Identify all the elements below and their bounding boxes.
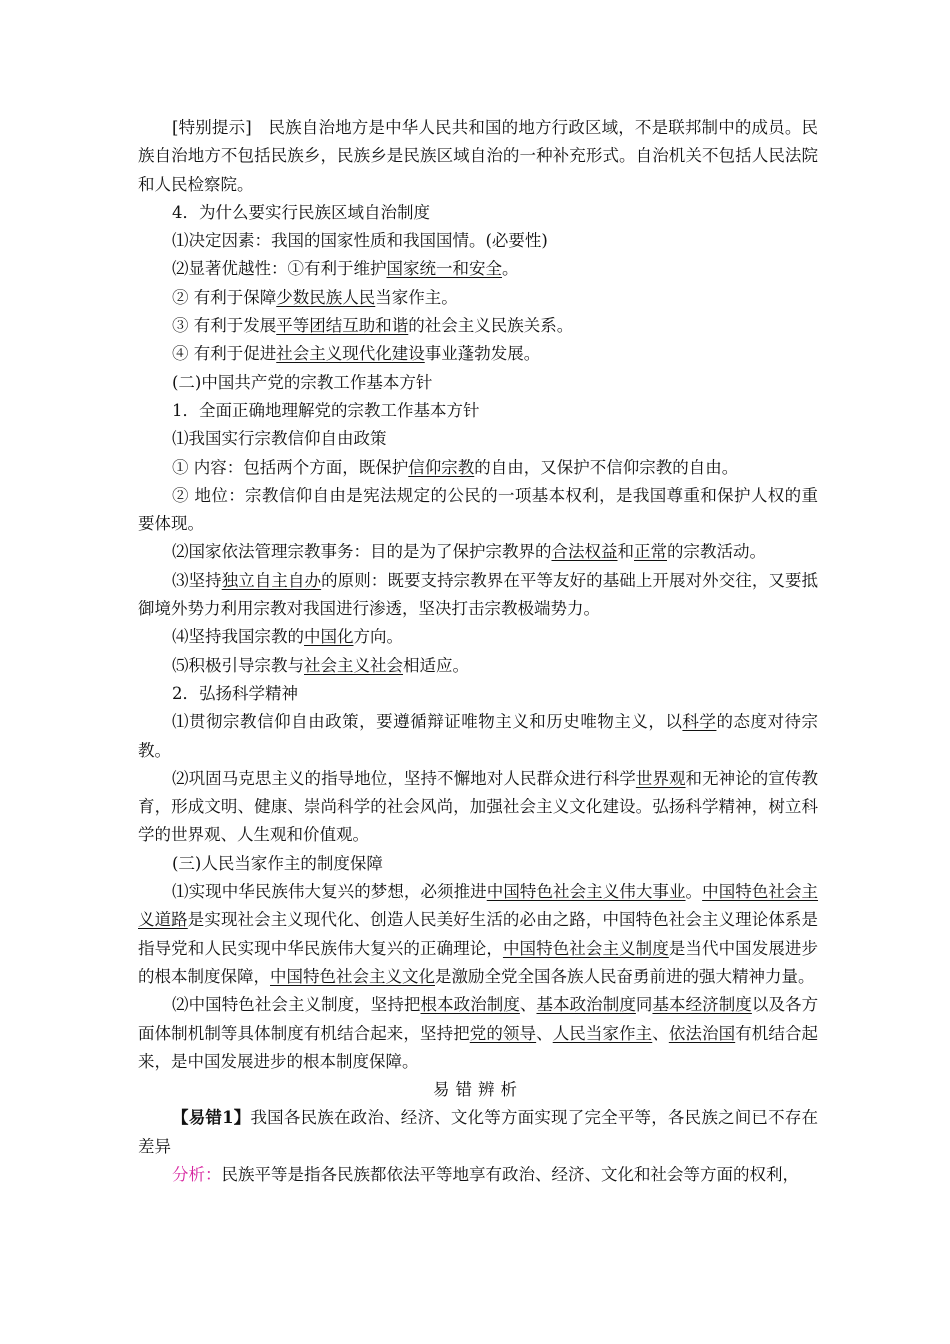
error-item-1: 【易错1】我国各民族在政治、经济、文化等方面实现了完全平等，各民族之间已不存在差异 [138,1108,819,1156]
science-item-2: ⑵巩固马克思主义的指导地位，坚持不懈地对人民群众进行科学世界观和无神论的宣传教育，形成文明、健康、崇尚科学的社会风尚，加强社会主义文化建设。弘扬科学精神，树立科学的世界观、人生观和价值观。 [138,768,819,845]
underlined-term: 少数民族人民 [276,287,376,307]
law-management-item: ⑵国家依法管理宗教事务：目的是为了保护宗教界的合法权益和正常的宗教活动。 [172,542,766,562]
content-item: ① 内容：包括两个方面，既保护信仰宗教的自由，又保护不信仰宗教的自由。 [172,457,739,477]
subheading-science-spirit: 2．弘扬科学精神 [172,683,298,703]
underlined-term: 正常 [634,542,667,562]
underlined-term: 党的领导 [469,1023,537,1043]
advantage-item-4: ④ 有利于促进社会主义现代化建设事业蓬勃发展。 [172,344,541,364]
underlined-term: 人民当家作主 [552,1023,653,1043]
freedom-of-belief-item: ⑴我国实行宗教信仰自由政策 [172,429,387,449]
underlined-term: 合法权益 [551,542,618,562]
heading-religious-policy: (二)中国共产党的宗教工作基本方针 [172,372,433,392]
underlined-term: 社会主义现代化建设 [276,344,425,364]
underlined-term: 中国特色社会主义道路 [138,882,819,930]
independence-item: ⑶坚持独立自主自办的原则：既要支持宗教界在平等友好的基础上开展对外交往，又要抵御境外势力利用宗教对我国进行渗透，坚决打击宗教极端势力。 [138,570,819,619]
underlined-term: 依法治国 [668,1023,736,1043]
underlined-term: 科学 [682,712,717,732]
special-tip-paragraph: [特别提示] 民族自治地方是中华人民共和国的地方行政区域，不是联邦制中的成员。民族自治地方不包括民族乡，民族乡是民族区域自治的一种补充形式。自治机关不包括人民法院和人民检察院。 [138,118,818,194]
underlined-term: 中国化 [304,627,354,647]
guarantee-item-2: ⑵中国特色社会主义制度，坚持把根本政治制度、基本政治制度同基本经济制度以及各方面体制机制等具体制度有机结合起来，坚持把党的领导、人民当家作主、依法治国有机结合起来，是中国发展进步的根本制度保障。 [138,995,819,1071]
underlined-term: 基本经济制度 [652,995,752,1015]
advantage-item-2: ② 有利于保障少数民族人民当家作主。 [172,287,458,307]
status-item: ② 地位：宗教信仰自由是宪法规定的公民的一项基本权利，是我国尊重和保护人权的重要体现。 [138,485,818,534]
underlined-term: 信仰宗教 [408,457,475,477]
decisive-factor-item: ⑴决定因素：我国的国家性质和我国国情。(必要性) [172,231,548,251]
guarantee-item-1: ⑴实现中华民族伟大复兴的梦想，必须推进中国特色社会主义伟大事业。中国特色社会主义道路是实现社会主义现代化、创造人民美好生活的必由之路，中国特色社会主义理论体系是指导党和人民实现中华民族伟大复兴的正确理论，中国特色社会主义制度是当代中国发展进步的根本制度保障，中国特色社会主义文化是激励全党全国各族人民奋勇前进的强大精神力量。 [138,882,819,986]
science-item-1: ⑴贯彻宗教信仰自由政策，要遵循辩证唯物主义和历史唯物主义，以科学的态度对待宗教。 [138,712,819,760]
sinicization-item: ⑷坚持我国宗教的中国化方向。 [172,627,403,647]
heading-why-regional-autonomy: 4．为什么要实行民族区域自治制度 [172,202,430,222]
analysis-label: 分析： [172,1164,222,1184]
underlined-term: 世界观 [635,768,686,788]
document-page [138,114,818,1189]
advantage-item-3: ③ 有利于发展平等团结互助和谐的社会主义民族关系。 [172,316,574,336]
section-title: 易错辨析 [433,1080,523,1100]
adapt-item: ⑸积极引导宗教与社会主义社会相适应。 [172,655,469,675]
analysis-paragraph: 分析：民族平等是指各民族都依法平等地享有政治、经济、文化和社会等方面的权利， [172,1164,799,1184]
underlined-term: 中国特色社会主义伟大事业 [486,882,686,902]
subheading-understand-policy: 1．全面正确地理解党的宗教工作基本方针 [172,400,480,420]
underlined-term: 中国特色社会主义文化 [270,966,435,986]
underlined-term: 中国特色社会主义制度 [502,938,669,958]
underlined-term: 国家统一和安全 [386,259,502,279]
underlined-term: 平等团结互助和谐 [276,316,409,336]
heading-institutional-guarantee: (三)人民当家作主的制度保障 [172,853,383,873]
underlined-term: 独立自主自办 [221,570,322,590]
advantage-item-1: ⑵显著优越性：①有利于维护国家统一和安全。 [172,259,519,279]
underlined-term: 根本政治制度 [420,995,520,1015]
error-label: 【易错1】 [172,1108,251,1128]
underlined-term: 基本政治制度 [536,995,636,1015]
underlined-term: 社会主义社会 [304,655,403,675]
